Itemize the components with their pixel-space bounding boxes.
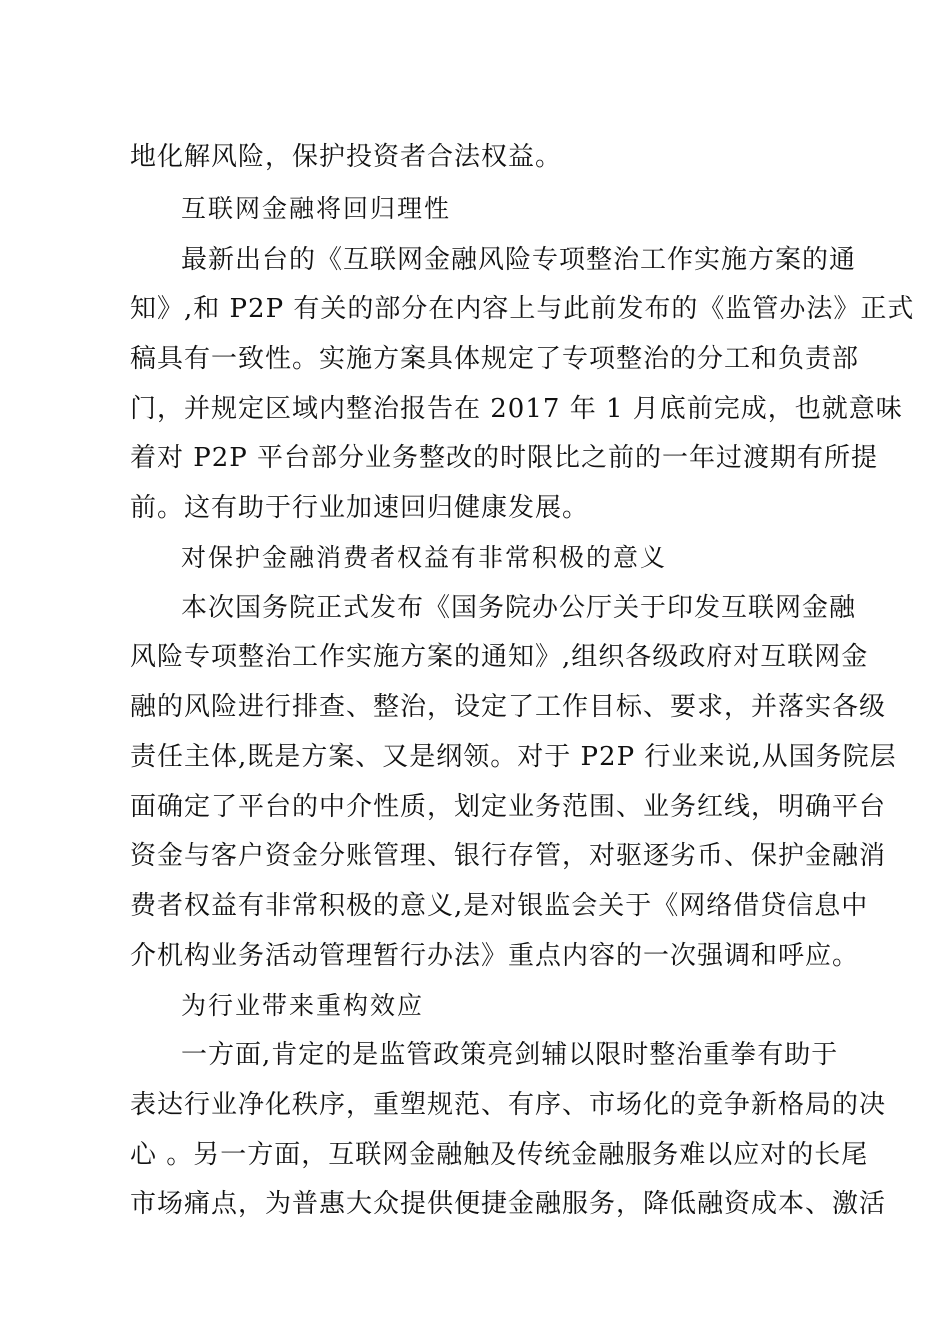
paragraph-line: 知》,和 P2P 有关的部分在内容上与此前发布的《监管办法》正式: [130, 294, 915, 324]
paragraph-line: 表达行业净化秩序，重塑规范、有序、市场化的竞争新格局的决: [130, 1090, 887, 1120]
section-heading: 互联网金融将回归理性: [181, 194, 452, 223]
paragraph-line: 面确定了平台的中介性质，划定业务范围、业务红线，明确平台: [130, 792, 887, 822]
paragraph-line: 市场痛点，为普惠大众提供便捷金融服务，降低融资成本、激活: [130, 1189, 887, 1219]
paragraph-line: 地化解风险，保护投资者合法权益。: [130, 142, 563, 172]
paragraph-line: 一方面,肯定的是监管政策亮剑辅以限时整治重拳有助于: [181, 1040, 839, 1070]
paragraph-line: 前。这有助于行业加速回归健康发展。: [130, 493, 590, 523]
paragraph-line: 本次国务院正式发布《国务院办公厅关于印发互联网金融: [181, 593, 857, 623]
paragraph-line: 最新出台的《互联网金融风险专项整治工作实施方案的通: [181, 245, 857, 275]
paragraph-line: 稿具有一致性。实施方案具体规定了专项整治的分工和负责部: [130, 344, 860, 374]
paragraph-line: 费者权益有非常积极的意义,是对银监会关于《网络借贷信息中: [130, 891, 869, 921]
paragraph-line: 介机构业务活动管理暂行办法》重点内容的一次强调和呼应。: [130, 941, 860, 971]
paragraph-line: 融的风险进行排查、整治，设定了工作目标、要求，并落实各级: [130, 692, 887, 722]
section-heading: 为行业带来重构效应: [181, 991, 425, 1020]
paragraph-line: 心 。另一方面，互联网金融触及传统金融服务难以应对的长尾: [130, 1140, 869, 1170]
paragraph-line: 着对 P2P 平台部分业务整改的时限比之前的一年过渡期有所提: [130, 443, 879, 473]
paragraph-line: 责任主体,既是方案、又是纲领。对于 P2P 行业来说,从国务院层: [130, 742, 897, 772]
paragraph-line: 门，并规定区域内整治报告在 2017 年 1 月底前完成，也就意味: [130, 394, 903, 424]
section-heading: 对保护金融消费者权益有非常积极的意义: [181, 543, 668, 572]
paragraph-line: 风险专项整治工作实施方案的通知》,组织各级政府对互联网金: [130, 642, 869, 672]
paragraph-line: 资金与客户资金分账管理、银行存管，对驱逐劣币、保护金融消: [130, 841, 887, 871]
